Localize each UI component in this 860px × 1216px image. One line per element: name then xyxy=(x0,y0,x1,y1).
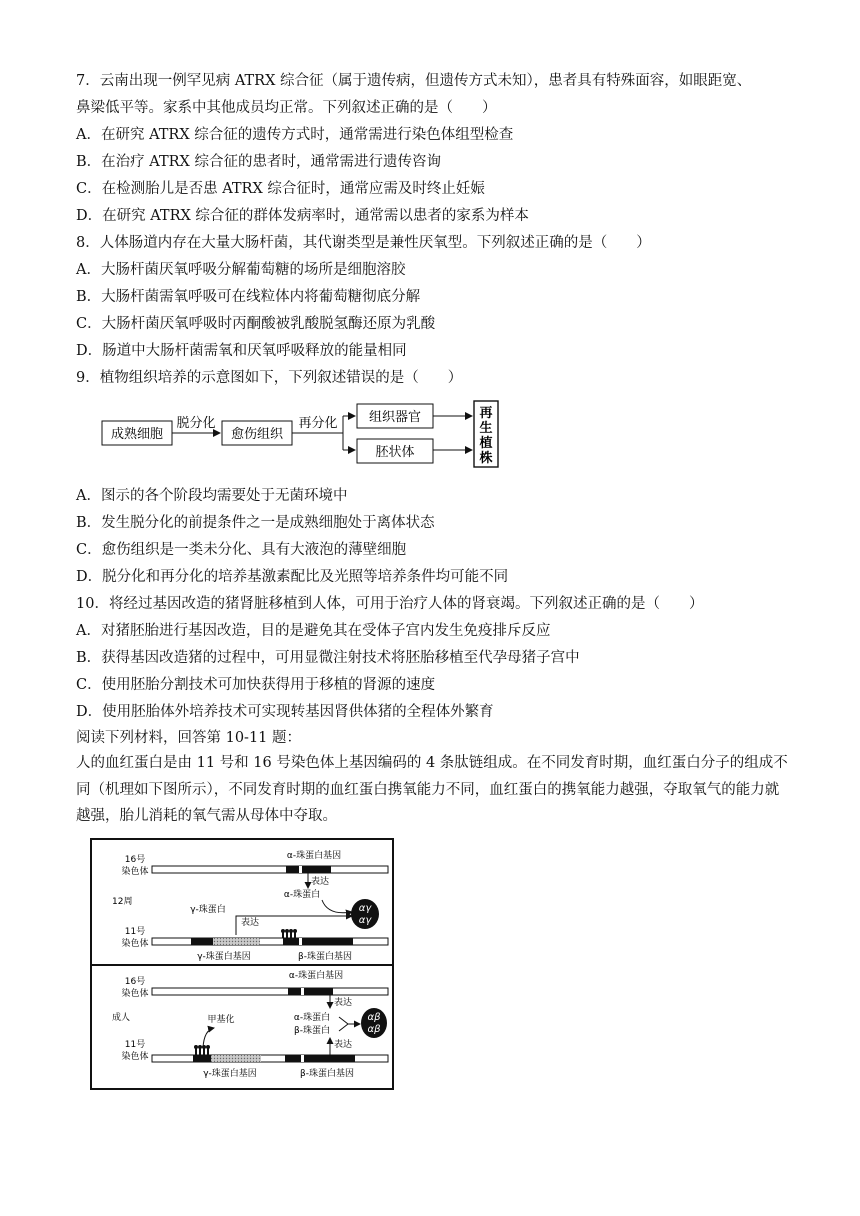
q10-option-a: A．对猪胚胎进行基因改造，目的是避免其在受体子宫内发生免疫排斥反应 xyxy=(76,623,551,639)
bottom-beta-gene-label: β-珠蛋白基因 xyxy=(300,1069,354,1079)
bottom-chr16-label-1: 16号 xyxy=(124,977,146,987)
bottom-tetramer-2: αβ xyxy=(367,1024,381,1035)
box-embryoid-label: 胚状体 xyxy=(375,445,415,460)
box-plant-char-3: 植 xyxy=(479,436,493,451)
box-plant-char-2: 生 xyxy=(479,421,493,436)
q8-option-a: A．大肠杆菌厌氧呼吸分解葡萄糖的场所是细胞溶胶 xyxy=(76,262,406,278)
top-chr16-label-2: 染色体 xyxy=(121,867,149,877)
top-express-1: 表达 xyxy=(310,877,330,887)
box-callus-label: 愈伤组织 xyxy=(230,427,284,442)
top-alpha-gene-label: α-珠蛋白基因 xyxy=(286,851,342,861)
bottom-chr16-bar xyxy=(152,988,388,995)
top-stage-label: 12周 xyxy=(112,897,133,907)
top-gamma-gene-label: γ-珠蛋白基因 xyxy=(197,952,251,962)
box-mature-cell-label: 成熟细胞 xyxy=(110,427,164,442)
top-chr16-label-1: 16号 xyxy=(124,855,146,865)
bottom-tetramer-1: αβ xyxy=(367,1012,381,1023)
top-alpha-protein: α-珠蛋白 xyxy=(283,890,321,900)
q9-option-a: A．图示的各个阶段均需要处于无菌环境中 xyxy=(76,488,348,504)
bottom-chr11-label-2: 染色体 xyxy=(121,1052,149,1062)
bottom-beta-protein: β-珠蛋白 xyxy=(294,1026,330,1036)
box-organ-label: 组织器官 xyxy=(368,410,422,425)
q10-stem: 10．将经过基因改造的猪肾脏移植到人体，可用于治疗人体的肾衰竭。下列叙述正确的是（ ） xyxy=(76,596,704,612)
q10-option-b: B．获得基因改造猪的过程中，可用显微注射技术将胚胎移植至代孕母猪子宫中 xyxy=(76,650,580,666)
arrow-dediff-label: 脱分化 xyxy=(176,416,216,431)
q7-stem-line1: 7．云南出现一例罕见病 ATRX 综合征（属于遗传病，但遗传方式未知），患者具有特殊面容，如眼距宽、 xyxy=(76,73,752,89)
hemoglobin-figure xyxy=(90,838,395,1091)
top-gamma-protein: γ-珠蛋白 xyxy=(190,905,226,915)
q8-option-c: C．大肠杆菌厌氧呼吸时丙酮酸被乳酸脱氢酶还原为乳酸 xyxy=(76,316,436,332)
top-tetramer-1: αγ xyxy=(358,903,372,914)
bottom-express-1: 表达 xyxy=(333,998,353,1008)
q7-stem-line2: 鼻梁低平等。家系中其他成员均正常。下列叙述正确的是（ ） xyxy=(76,100,497,116)
q9-option-d: D．脱分化和再分化的培养基激素配比及光照等培养条件均可能不同 xyxy=(76,569,509,585)
top-express-2: 表达 xyxy=(240,918,260,928)
reading-intro: 阅读下列材料，回答第 10-11 题： xyxy=(76,730,302,746)
q9-option-b: B．发生脱分化的前提条件之一是成熟细胞处于离体状态 xyxy=(76,515,435,531)
arrow-rediff-label: 再分化 xyxy=(298,416,338,431)
reading-paragraph: 人的血红蛋白是由 11 号和 16 号染色体上基因编码的 4 条肽链组成。在不同发育时期，血红蛋白分子的组成不同（机理如下图所示），不同发育时期的血红蛋白携氧能力不同，血红蛋白的携氧能力越强，夺取氧气的能力就越强，胎儿消耗的氧气需从母体中夺取。 xyxy=(76,755,788,824)
top-chr16-bar xyxy=(152,866,388,873)
bottom-alpha-protein: α-珠蛋白 xyxy=(293,1013,331,1023)
top-chr11-label-1: 11号 xyxy=(124,927,146,937)
bottom-chr11-label-1: 11号 xyxy=(124,1040,146,1050)
q10-option-c: C．使用胚胎分割技术可加快获得用于移植的肾源的速度 xyxy=(76,677,436,693)
bottom-gamma-gene-label: γ-珠蛋白基因 xyxy=(203,1069,257,1079)
q7-option-c: C．在检测胎儿是否患 ATRX 综合征时，通常应需及时终止妊娠 xyxy=(76,181,485,197)
tissue-culture-diagram xyxy=(98,398,508,472)
bottom-stage-label: 成人 xyxy=(112,1013,131,1023)
top-chr11-label-2: 染色体 xyxy=(121,939,149,949)
q7-option-a: A．在研究 ATRX 综合征的遗传方式时，通常需进行染色体组型检查 xyxy=(76,127,514,143)
q8-option-d: D．肠道中大肠杆菌需氧和厌氧呼吸释放的能量相同 xyxy=(76,343,407,359)
q8-option-b: B．大肠杆菌需氧呼吸可在线粒体内将葡萄糖彻底分解 xyxy=(76,289,421,305)
box-plant-char-1: 再 xyxy=(479,406,493,421)
top-beta-gene-label: β-珠蛋白基因 xyxy=(298,952,352,962)
bottom-alpha-gene-label: α-珠蛋白基因 xyxy=(288,971,344,981)
bottom-express-2: 表达 xyxy=(333,1040,353,1050)
top-tetramer-2: αγ xyxy=(358,915,372,926)
q7-option-d: D．在研究 ATRX 综合征的群体发病率时，通常需以患者的家系为样本 xyxy=(76,208,529,224)
q8-stem: 8．人体肠道内存在大量大肠杆菌，其代谢类型是兼性厌氧型。下列叙述正确的是（ ） xyxy=(76,235,651,251)
q10-option-d: D．使用胚胎体外培养技术可实现转基因肾供体猪的全程体外繁育 xyxy=(76,704,494,720)
bottom-chr16-label-2: 染色体 xyxy=(121,989,149,999)
box-plant-char-4: 株 xyxy=(479,451,493,466)
q7-option-b: B．在治疗 ATRX 综合征的患者时，通常需进行遗传咨询 xyxy=(76,154,441,170)
q9-option-c: C．愈伤组织是一类未分化、具有大液泡的薄壁细胞 xyxy=(76,542,407,558)
bottom-methyl-label: 甲基化 xyxy=(207,1015,235,1025)
q9-stem: 9．植物组织培养的示意图如下，下列叙述错误的是（ ） xyxy=(76,370,463,386)
